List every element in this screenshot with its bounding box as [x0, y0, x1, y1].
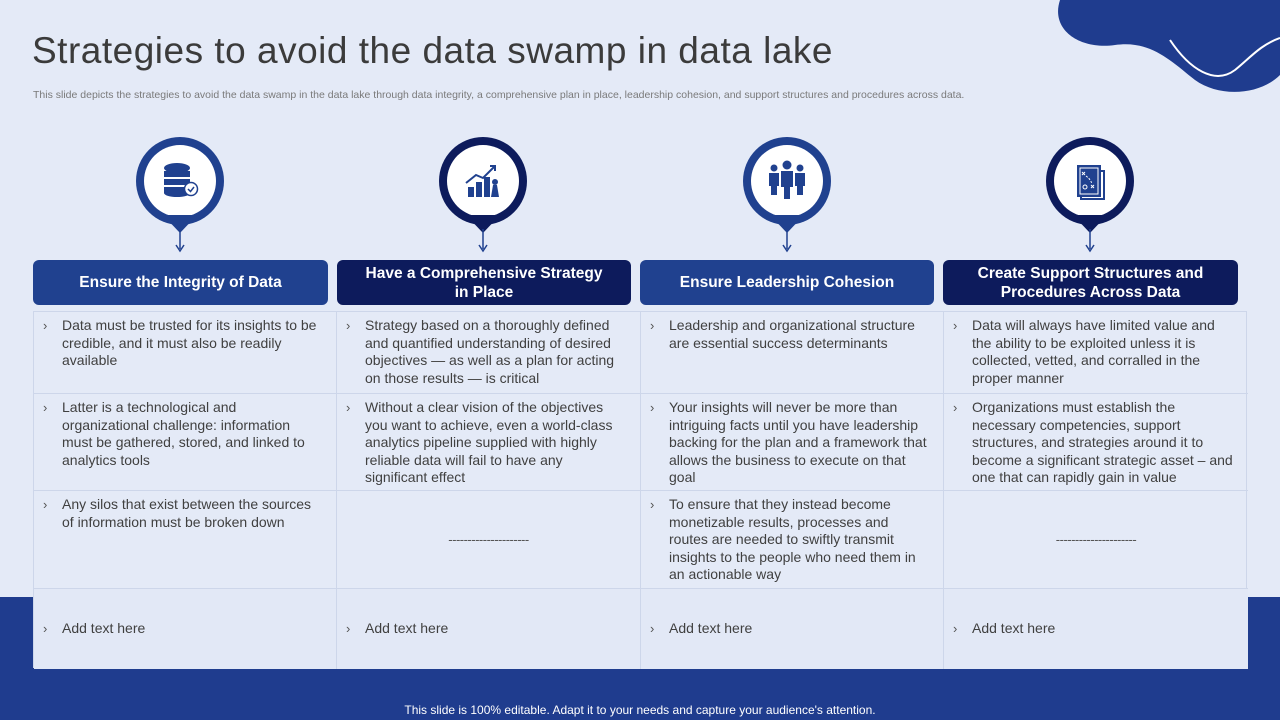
chevron-right-icon: ›: [43, 621, 48, 637]
table-cell: › Any silos that exist between the sources of information must be broken down: [34, 491, 337, 589]
table-cell: › Your insights will never be more than intriguing facts until you have leadership backing for the plan and a framework that allows the business to execute on that goal: [641, 394, 944, 491]
chevron-right-icon: ›: [953, 621, 958, 637]
table-cell: › To ensure that they instead become monetizable results, processes and routes are needed to swiftly transmit insights to the people who need them in an actionable way: [641, 491, 944, 589]
table-cell: › Leadership and organizational structure are essential success determinants: [641, 312, 944, 394]
table-cell: › Organizations must establish the necessary competencies, support structures, and strategies around it to become a significant strategic asset – and one that can rapidly gain in value: [944, 394, 1248, 491]
heading-strategy: Have a Comprehensive Strategy in Place: [337, 260, 631, 305]
table-cell: › Without a clear vision of the objectives you want to achieve, even a world-class analytics pipeline supplied with highly reliable data will fail to have any significant effect: [337, 394, 641, 491]
pin-integrity: [135, 137, 225, 255]
chevron-right-icon: ›: [43, 400, 48, 415]
team-people-icon: [769, 161, 805, 200]
table-cell: › Latter is a technological and organizational challenge: information must be gathered, stored, and linked to analytics tools: [34, 394, 337, 491]
table-cell: › Add text here: [944, 589, 1248, 669]
heading-leadership: Ensure Leadership Cohesion: [640, 260, 934, 305]
table-cell: › Add text here: [34, 589, 337, 669]
chevron-right-icon: ›: [346, 400, 351, 415]
pin-strategy: [438, 137, 528, 255]
table-cell-placeholder: ---------------------: [944, 491, 1248, 589]
chevron-right-icon: ›: [953, 400, 958, 415]
table-cell: › Data must be trusted for its insights to be credible, and it must also be readily available: [34, 312, 337, 394]
heading-integrity: Ensure the Integrity of Data: [33, 260, 328, 305]
table-cell-placeholder: ---------------------: [337, 491, 641, 589]
chevron-right-icon: ›: [43, 497, 48, 512]
table-cell: › Strategy based on a thoroughly defined and quantified understanding of desired objectives — as well as a plan for acting on those results — is critical: [337, 312, 641, 394]
chevron-right-icon: ›: [346, 621, 351, 637]
chevron-right-icon: ›: [650, 400, 655, 415]
content-table: [33, 311, 1247, 668]
pin-support: [1045, 137, 1135, 255]
slide-subtitle: This slide depicts the strategies to avoid the data swamp in the data lake through data integrity, a comprehensive plan in place, leadership cohesion, and support structures and procedures across data.: [33, 89, 965, 101]
slide-title: Strategies to avoid the data swamp in data lake: [32, 30, 833, 71]
pin-leadership: [742, 137, 832, 255]
strategy-board-icon: [1077, 165, 1104, 199]
chevron-right-icon: ›: [650, 318, 655, 333]
chevron-right-icon: ›: [953, 318, 958, 333]
chevron-right-icon: ›: [650, 621, 655, 637]
heading-support: Create Support Structures and Procedures Across Data: [943, 260, 1238, 305]
table-cell: › Add text here: [337, 589, 641, 669]
chevron-right-icon: ›: [43, 318, 48, 333]
corner-decoration: [1020, 0, 1280, 95]
table-cell: › Data will always have limited value and the ability to be exploited unless it is collected, vetted, and corralled in the proper manner: [944, 312, 1248, 394]
chevron-right-icon: ›: [650, 497, 655, 512]
footer-note: This slide is 100% editable. Adapt it to your needs and capture your audience's attention.: [404, 703, 876, 717]
chevron-right-icon: ›: [346, 318, 351, 333]
table-cell: › Add text here: [641, 589, 944, 669]
